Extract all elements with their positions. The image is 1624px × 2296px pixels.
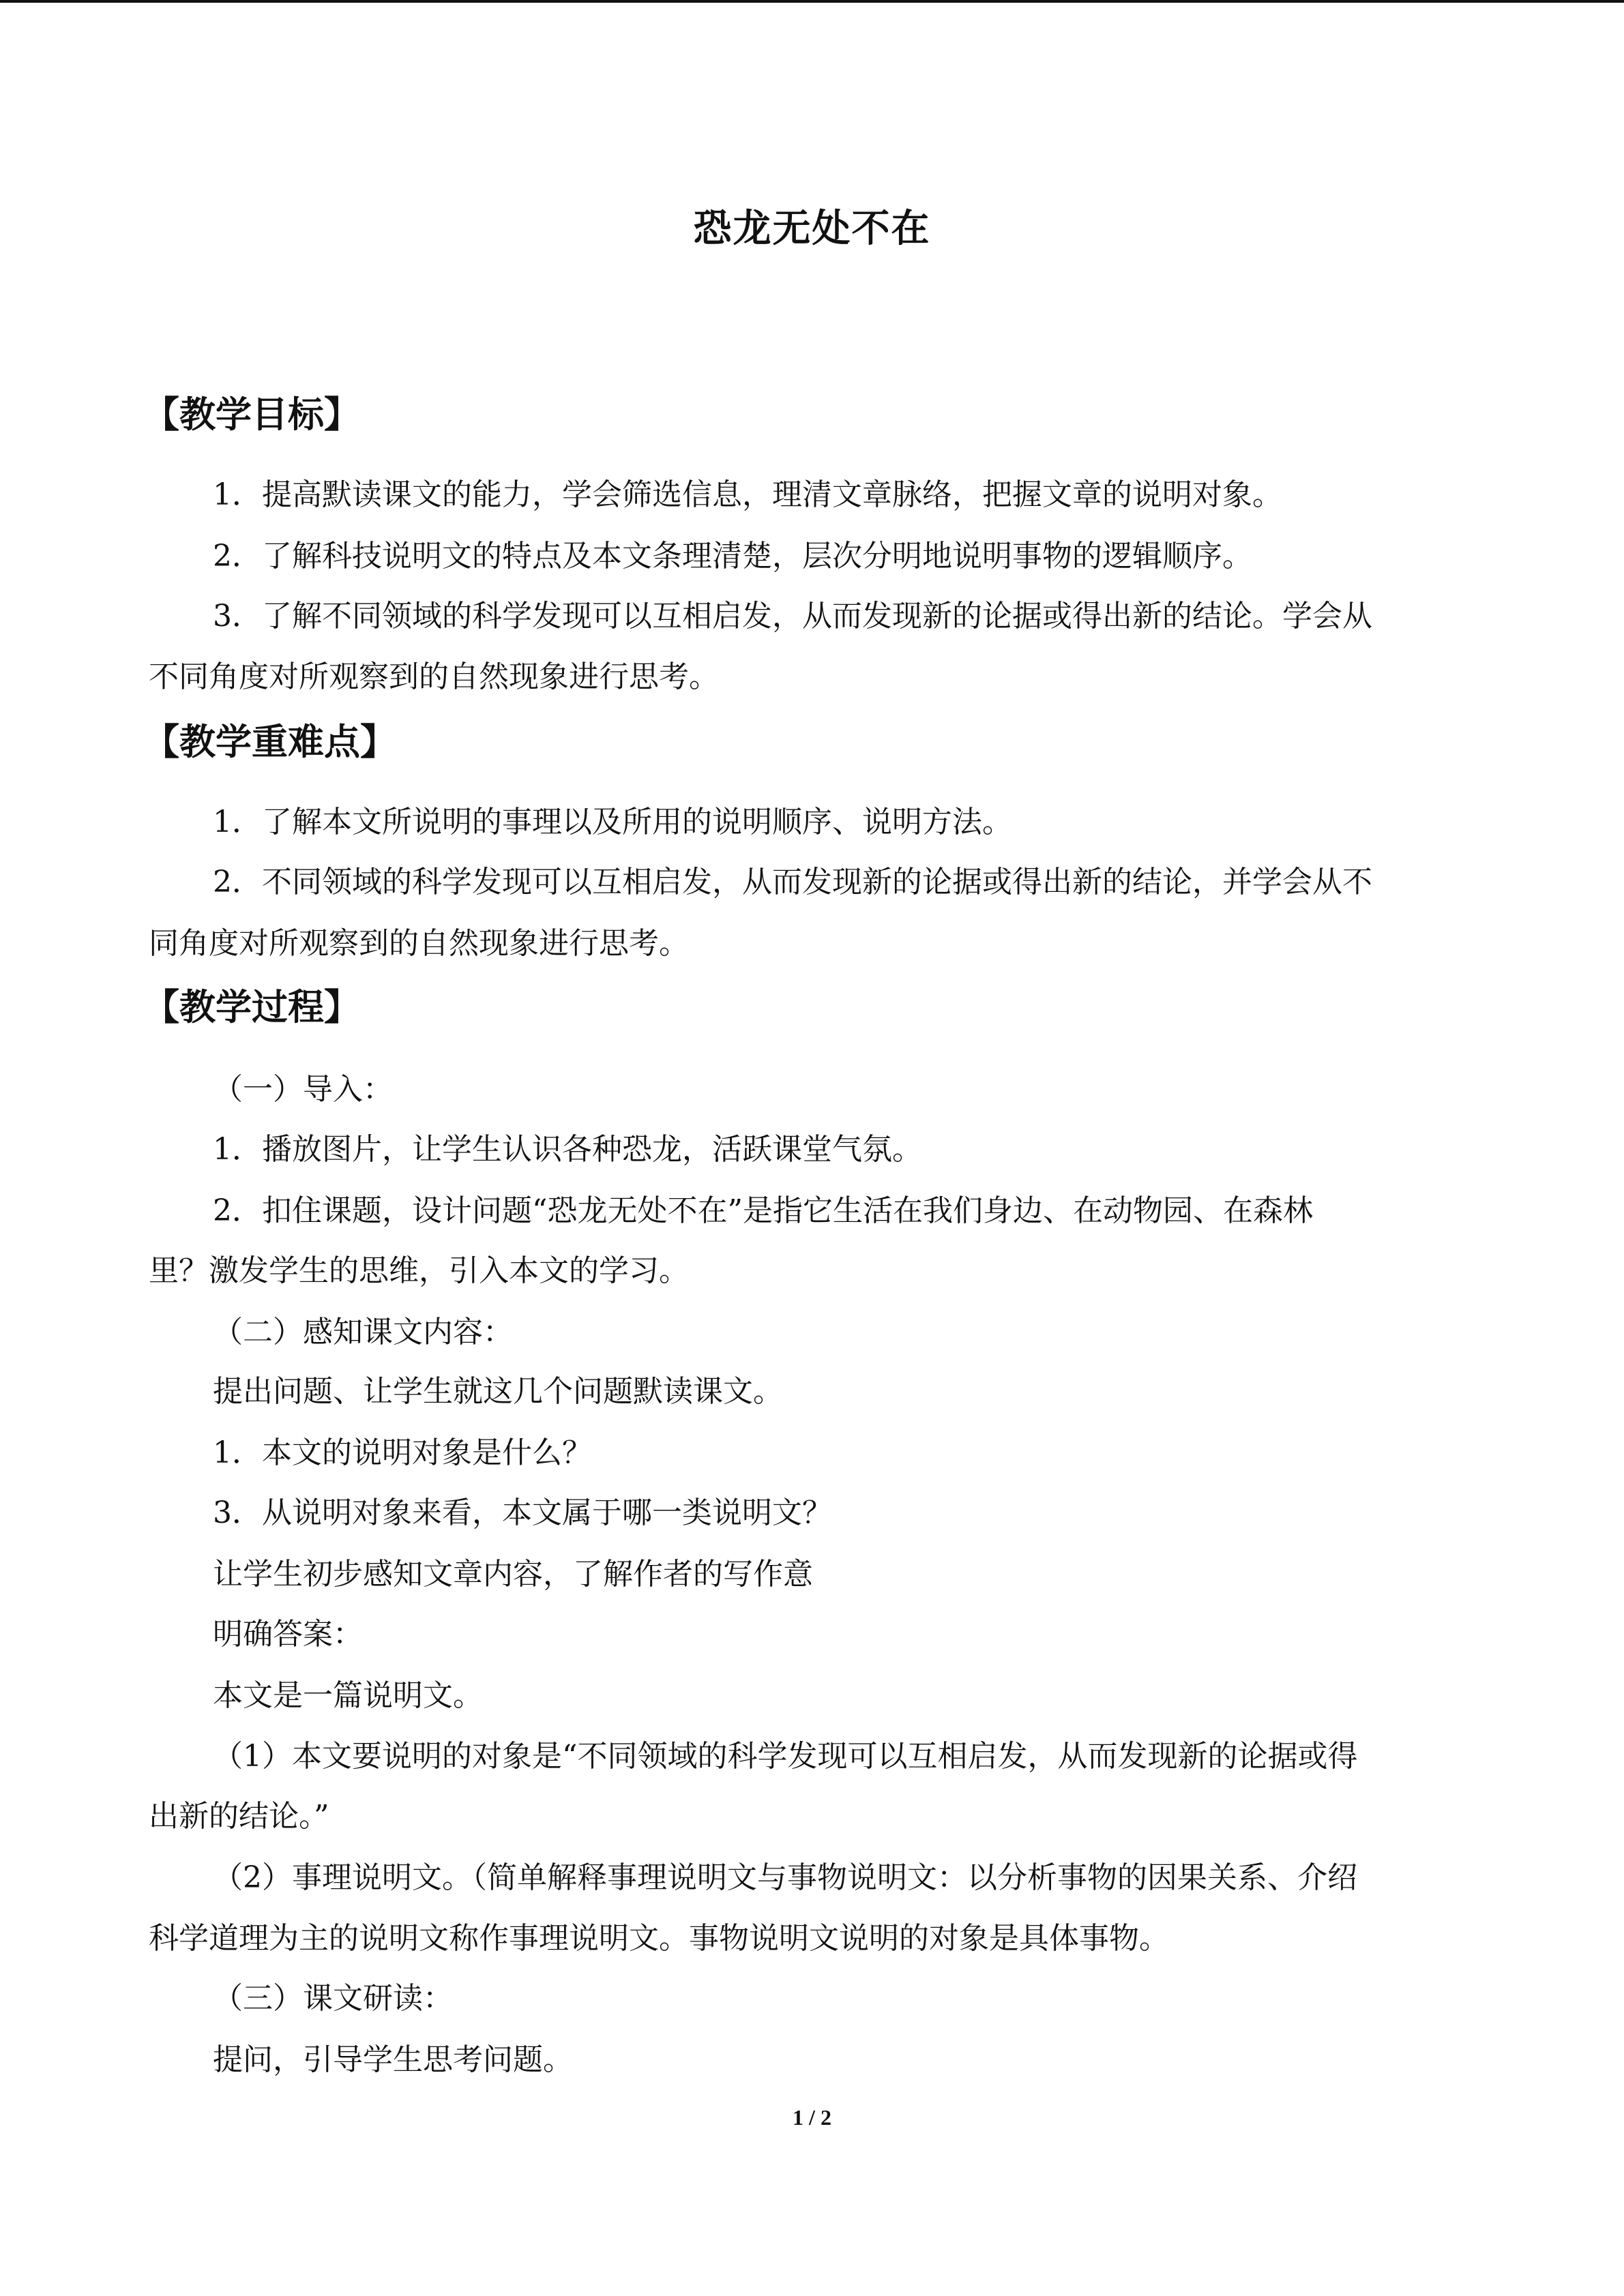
heading-key-difficulties: 【教学重难点】 (143, 721, 396, 763)
process-line-11: （1）本文要说明的对象是“不同领域的科学发现可以互相启发，从而发现新的论据或得 (213, 1739, 1358, 1774)
process-line-11-cont: 出新的结论。” (149, 1799, 329, 1834)
process-line-1: （一）导入： (213, 1072, 393, 1107)
heading-teaching-goals: 【教学目标】 (143, 394, 360, 436)
process-line-2: 1．播放图片，让学生认识各种恐龙，活跃课堂气氛。 (213, 1132, 922, 1167)
process-line-8: 让学生初步感知文章内容，了解作者的写作意 (213, 1557, 813, 1592)
document-title: 恐龙无处不在 (693, 207, 931, 251)
top-border-line (0, 0, 1624, 3)
goal-line-3: 3．了解不同领域的科学发现可以互相启发，从而发现新的论据或得出新的结论。学会从 (213, 599, 1372, 633)
process-line-12-cont: 科学道理为主的说明文称作事理说明文。事物说明文说明的对象是具体事物。 (149, 1921, 1169, 1956)
page-number: 1 / 2 (793, 2105, 831, 2130)
process-line-13: （三）课文研读： (213, 1981, 453, 2016)
process-line-3-cont: 里？激发学生的思维，引入本文的学习。 (149, 1253, 689, 1288)
process-line-12: （2）事理说明文。（简单解释事理说明文与事物说明文：以分析事物的因果关系、介绍 (213, 1860, 1357, 1895)
goal-line-2: 2．了解科技说明文的特点及本文条理清楚，层次分明地说明事物的逻辑顺序。 (213, 539, 1252, 573)
process-line-10: 本文是一篇说明文。 (213, 1678, 483, 1713)
goal-line-3-cont: 不同角度对所观察到的自然现象进行思考。 (149, 659, 719, 694)
difficulty-line-1: 1．了解本文所说明的事理以及所用的说明顺序、说明方法。 (213, 805, 1012, 839)
goal-line-1: 1．提高默读课文的能力，学会筛选信息，理清文章脉络，把握文章的说明对象。 (213, 477, 1282, 512)
process-line-5: 提出问题、让学生就这几个问题默读课文。 (213, 1374, 783, 1409)
process-line-3: 2．扣住课题，设计问题“恐龙无处不在”是指它生活在我们身边、在动物园、在森林 (213, 1193, 1313, 1228)
process-line-6: 1．本文的说明对象是什么？ (213, 1435, 592, 1470)
difficulty-line-2-cont: 同角度对所观察到的自然现象进行思考。 (149, 926, 689, 961)
process-line-7: 3．从说明对象来看，本文属于哪一类说明文？ (213, 1495, 832, 1530)
heading-teaching-process: 【教学过程】 (143, 987, 360, 1028)
process-line-4: （二）感知课文内容： (213, 1315, 513, 1350)
process-line-14: 提问，引导学生思考问题。 (213, 2042, 573, 2077)
process-line-9: 明确答案： (213, 1617, 363, 1652)
difficulty-line-2: 2．不同领域的科学发现可以互相启发，从而发现新的论据或得出新的结论，并学会从不 (213, 865, 1372, 899)
